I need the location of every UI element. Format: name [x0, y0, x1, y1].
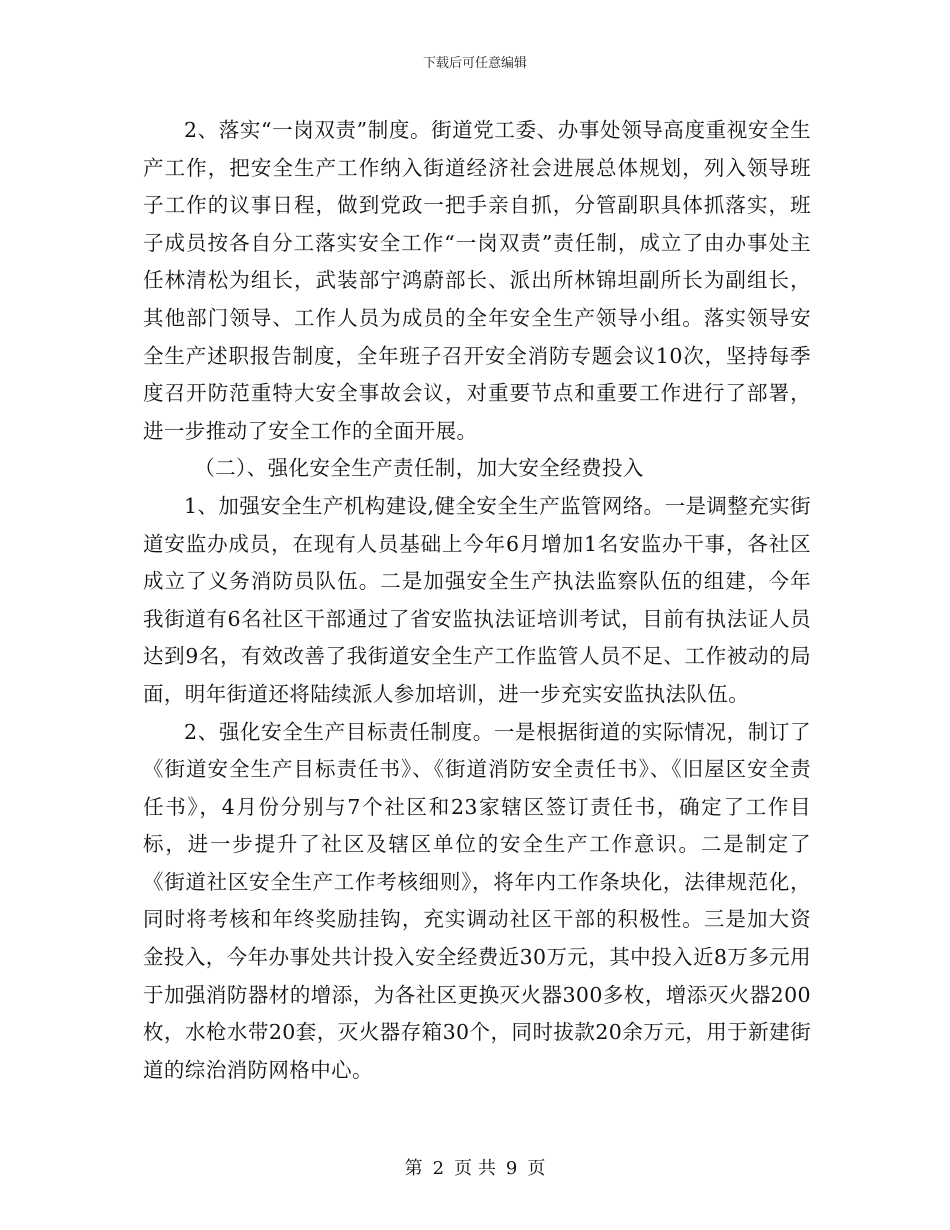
document-body [143, 112, 811, 1089]
page-footer [0, 1154, 950, 1180]
section-heading-two: （二）、强化安全生产责任制，加大安全经费投入 [194, 456, 644, 481]
paragraph-institution-building: 1、加强安全生产机构建设,健全安全生产监管网络。一是调整充实街道安监办成员，在现有人员基础上今年6月增加1名安监办干事，各社区成立了义务消防员队伍。二是加强安全生产执法监察队伍的组建，今年我街道有6名社区干部通过了省安监执法证培训考试，目前有执法证人员达到9名，有效改善了我街道安全生产工作监管人员不足、工作被动的局面，明年街道还将陆续派人参加培训，进一步充实安监执法队伍。 [143, 493, 811, 706]
page-total: 9 [505, 1158, 518, 1179]
page-mid: 页 共 [454, 1158, 496, 1179]
paragraph-one-post-two-duties: 2、落实“一岗双责”制度。街道党工委、办事处领导高度重视安全生产工作，把安全生产工作纳入街道经济社会进展总体规划，列入领导班子工作的议事日程，做到党政一把手亲自抓，分管副职具体抓落实，班子成员按各自分工落实安全工作“一岗双责”责任制，成立了由办事处主任林清松为组长，武装部宁鸿蔚部长、派出所林锦坦副所长为副组长，其他部门领导、工作人员为成员的全年安全生产领导小组。落实领导安全生产述职报告制度，全年班子召开安全消防专题会议10次，坚持每季度召开防范重特大安全事故会议，对重要节点和重要工作进行了部署，进一步推动了安全工作的全面开展。 [143, 118, 811, 443]
page-header: 下载后可任意编辑 [422, 56, 527, 71]
page-suffix: 页 [527, 1158, 546, 1179]
paragraph-target-responsibility: 2、强化安全生产目标责任制度。一是根据街道的实际情况，制订了《街道安全生产目标责任书》、《街道消防安全责任书》、《旧屋区安全责任书》，4月份分别与7个社区和23家辖区签订责任书，确定了工作目标，进一步提升了社区及辖区单位的安全生产工作意识。二是制定了《街道社区安全生产工作考核细则》，将年内工作条块化，法律规范化，同时将考核和年终奖励挂钩，充实调动社区干部的积极性。三是加大资金投入，今年办事处共计投入安全经费近30万元，其中投入近8万多元用于加强消防器材的增添，为各社区更换灭火器300多枚，增添灭火器200枚，水枪水带20套，灭火器存箱30个，同时拔款20余万元，用于新建街道的综治消防网格中心。 [143, 719, 811, 1082]
page-prefix: 第 [404, 1158, 423, 1179]
page-current: 2 [432, 1158, 445, 1179]
